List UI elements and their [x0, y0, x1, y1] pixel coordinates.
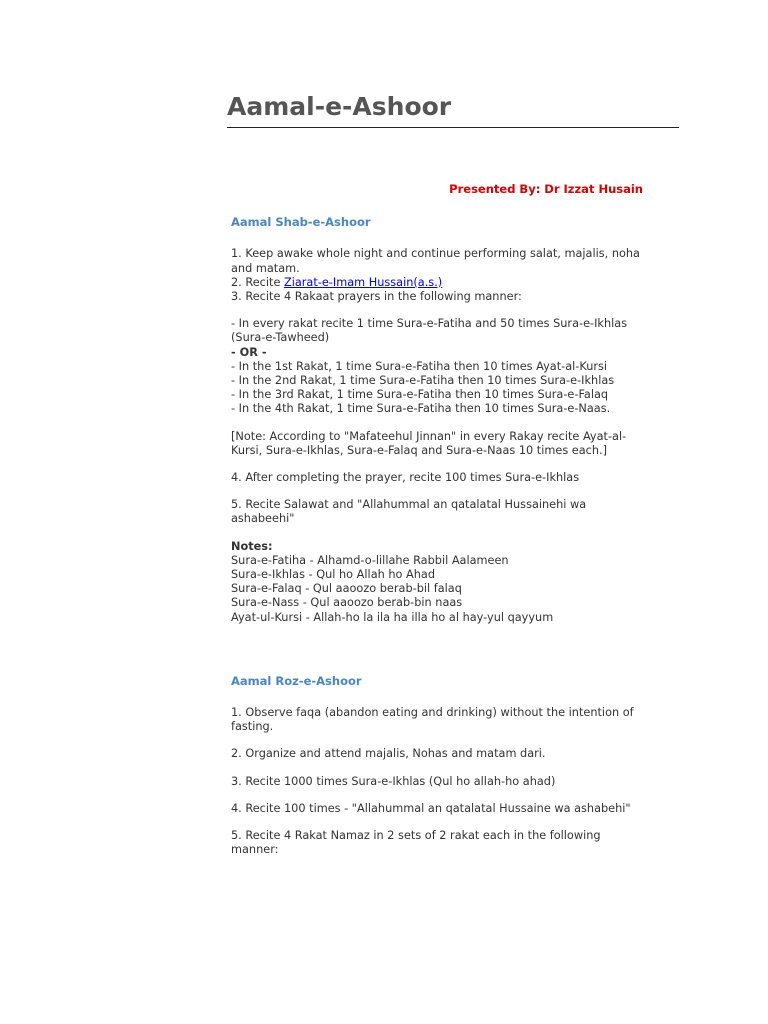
- roz-item-1: 1. Observe faqa (abandon eating and drinking) without the intention of fasting.: [231, 706, 634, 734]
- note-line-3: Sura-e-Falaq - Qul aaoozo berab-bil falaq: [231, 582, 462, 596]
- rakat-option-1: - In every rakat recite 1 time Sura-e-Fatiha and 50 times Sura-e-Ikhlas (Sura-e-Tawheed): [231, 317, 628, 345]
- note-line-1: Sura-e-Fatiha - Alhamd-o-lillahe Rabbil Aalameen: [231, 553, 509, 567]
- notes-heading: Notes:: [231, 539, 273, 553]
- rakat-line-1: - In the 1st Rakat, 1 time Sura-e-Fatiha then 10 times Ayat-al-Kursi: [231, 359, 608, 373]
- roz-item-2: 2. Organize and attend majalis, Nohas and matam dari.: [231, 747, 546, 761]
- roz-item-3: 3. Recite 1000 times Sura-e-Ikhlas (Qul ho allah-ho ahad): [231, 774, 556, 788]
- shab-item-3: 3. Recite 4 Rakaat prayers in the following manner:: [231, 290, 522, 304]
- shab-item-2: [231, 276, 651, 290]
- rakat-line-4: - In the 4th Rakat, 1 time Sura-e-Fatiha then 10 times Sura-e-Naas.: [231, 402, 611, 416]
- shab-instructions-list: [231, 247, 651, 304]
- ziarat-link[interactable]: Ziarat-e-Imam Hussain(a.s.): [283, 275, 443, 289]
- mafateeh-note: [Note: According to "Mafateehul Jinnan" in every Rakay recite Ayat-al-Kursi, Sura-e-Ikhlas, Sura-e-Falaq and Sura-e-Naas 10 times each.]: [231, 429, 627, 457]
- presenter-credit: Presented By: Dr Izzat Husain: [449, 182, 643, 196]
- article-content: [231, 182, 651, 858]
- or-separator: - OR -: [231, 345, 267, 359]
- shab-item-2-prefix: 2. Recite: [231, 275, 284, 289]
- roz-item-5: 5. Recite 4 Rakat Namaz in 2 sets of 2 rakat each in the following manner:: [231, 829, 601, 857]
- notes-block: [231, 540, 651, 625]
- page-title: Aamal-e-Ashoor: [227, 91, 679, 128]
- rakat-line-2: - In the 2nd Rakat, 1 time Sura-e-Fatiha then 10 times Sura-e-Ikhlas: [231, 374, 615, 388]
- shab-item-5: 5. Recite Salawat and "Allahummal an qatalatal Hussainehi wa ashabeehi": [231, 498, 587, 526]
- section-heading-shab: Aamal Shab-e-Ashoor: [231, 215, 371, 230]
- rakat-instructions: [231, 317, 651, 416]
- roz-item-4: 4. Recite 100 times - "Allahummal an qatalatal Hussaine wa ashabehi": [231, 801, 631, 815]
- note-line-5: Ayat-ul-Kursi - Allah-ho la ila ha illa ho al hay-yul qayyum: [231, 610, 554, 624]
- rakat-line-3: - In the 3rd Rakat, 1 time Sura-e-Fatiha then 10 times Sura-e-Falaq: [231, 388, 609, 402]
- note-line-4: Sura-e-Nass - Qul aaoozo berab-bin naas: [231, 596, 463, 610]
- section-heading-roz: Aamal Roz-e-Ashoor: [231, 673, 362, 688]
- shab-item-1: 1. Keep awake whole night and continue performing salat, majalis, noha and matam.: [231, 247, 640, 275]
- shab-item-4: 4. After completing the prayer, recite 100 times Sura-e-Ikhlas: [231, 471, 580, 485]
- note-line-2: Sura-e-Ikhlas - Qul ho Allah ho Ahad: [231, 568, 436, 582]
